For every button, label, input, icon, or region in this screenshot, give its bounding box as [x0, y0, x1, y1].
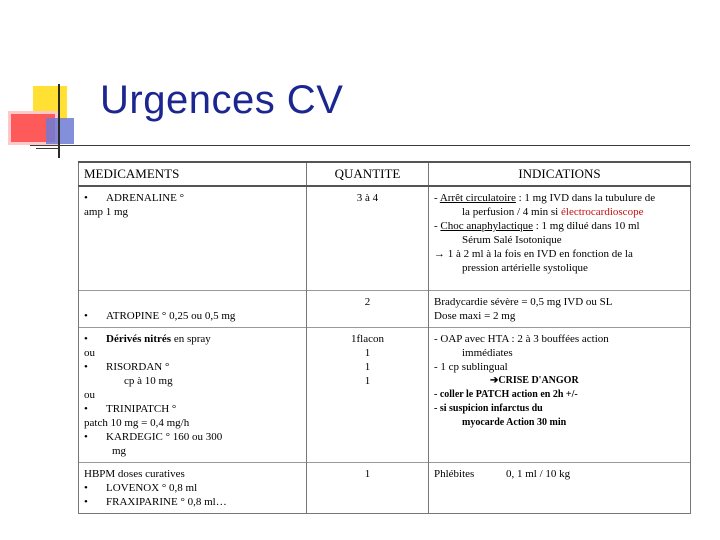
indication-text: Dose maxi = 2 mg — [434, 309, 516, 322]
indication-arret: Arrêt circulatoire — [439, 192, 516, 204]
dash: - — [434, 192, 440, 204]
arrow-icon: → — [434, 248, 445, 260]
bullet: • — [84, 495, 88, 508]
table-row-adrenaline — [79, 186, 691, 290]
qty-value: 1 — [364, 346, 371, 359]
bullet: • — [84, 481, 88, 494]
indication-dose: 0, 1 ml / 10 kg — [506, 467, 571, 480]
cell-med — [79, 462, 307, 513]
qty-value: 1 — [364, 360, 371, 373]
cell-qty — [307, 462, 429, 513]
qty-value: 1 — [364, 374, 371, 387]
bullet: • — [84, 360, 88, 373]
indication-text: - coller le PATCH action en 2h +/- — [434, 388, 578, 400]
table-row-atropine — [79, 290, 691, 327]
bullet: • — [84, 332, 88, 345]
medication-table-container — [78, 161, 690, 514]
slide-title: Urgences CV — [100, 78, 344, 122]
qty-value: 3 à 4 — [356, 192, 379, 204]
or-label: ou — [84, 346, 95, 359]
indication-text: : 1 mg dilué dans 10 ml — [532, 220, 640, 232]
indication-text: - si suspicion infarctus du — [434, 402, 543, 414]
med-form: en spray — [171, 332, 211, 345]
med-name: TRINIPATCH ° — [106, 402, 177, 415]
cell-med — [79, 327, 307, 462]
med-category: HBPM doses curatives — [84, 467, 185, 480]
qty-value: 1flacon — [351, 332, 384, 345]
qty-value: 1 — [364, 467, 371, 480]
med-name: RISORDAN ° — [106, 360, 170, 373]
med-name: Dérivés nitrés — [106, 332, 172, 345]
bullet: • — [84, 430, 88, 443]
header-quantite: QUANTITE — [307, 162, 429, 186]
decor-horizontal-rule — [30, 145, 690, 146]
cell-qty — [307, 186, 429, 290]
cell-med — [79, 290, 307, 327]
indication-text: - 1 cp sublingual — [434, 360, 508, 373]
table-header-row — [79, 162, 691, 186]
bullet: • — [84, 309, 88, 322]
cell-indications — [429, 462, 691, 513]
med-name: FRAXIPARINE ° 0,8 ml… — [106, 495, 227, 508]
cell-med — [79, 186, 307, 290]
cell-indications — [429, 327, 691, 462]
indication-text: immédiates — [462, 346, 513, 359]
med-name: LOVENOX ° 0,8 ml — [106, 481, 198, 494]
medication-table — [78, 161, 691, 514]
cell-indications — [429, 186, 691, 290]
cell-indications — [429, 290, 691, 327]
bullet: • — [84, 402, 88, 415]
header-indications: INDICATIONS — [429, 162, 691, 186]
decor-blue-square — [46, 118, 74, 144]
header-medicaments: MEDICAMENTS — [79, 162, 307, 186]
cell-qty — [307, 327, 429, 462]
indication-text: myocarde Action 30 min — [462, 416, 567, 428]
indication-text: : 1 mg IVD dans la tubulure de — [515, 192, 656, 204]
med-name: ADRENALINE ° — [106, 192, 185, 204]
med-dose: amp 1 mg — [84, 206, 128, 218]
bullet: • — [84, 192, 88, 204]
qty-value: 2 — [364, 295, 371, 308]
cell-qty — [307, 290, 429, 327]
med-name: KARDEGIC ° 160 ou 300 — [106, 430, 223, 443]
med-dose: patch 10 mg = 0,4 mg/h — [84, 416, 190, 429]
table-row-nitres — [79, 327, 691, 462]
indication-text: la perfusion / 4 min si — [462, 206, 561, 218]
med-name: ATROPINE ° 0,25 ou 0,5 mg — [106, 309, 236, 322]
med-dose: cp à 10 mg — [124, 374, 173, 387]
indication-choc: Choc anaphylactique — [440, 220, 533, 232]
dash: - — [434, 220, 441, 232]
indication-text: Sérum Salé Isotonique — [462, 234, 562, 246]
or-label: ou — [84, 388, 95, 401]
decor-vertical-line — [58, 84, 60, 158]
indication-text: pression artérielle systolique — [462, 262, 588, 274]
indication-label: Phlébites — [434, 467, 475, 480]
indication-text: Bradycardie sévère = 0,5 mg IVD ou SL — [434, 295, 613, 308]
indication-text: - OAP avec HTA : 2 à 3 bouffées action — [434, 332, 609, 345]
arrow-icon: ➔ — [490, 374, 499, 386]
indication-highlight: électrocardioscope — [561, 206, 644, 218]
decor-horizontal-rule-short — [36, 148, 60, 149]
med-dose: mg — [112, 444, 127, 457]
table-row-hbpm — [79, 462, 691, 513]
indication-text: 1 à 2 ml à la fois en IVD en fonction de la — [445, 248, 633, 260]
indication-angor: CRISE D'ANGOR — [498, 374, 579, 386]
